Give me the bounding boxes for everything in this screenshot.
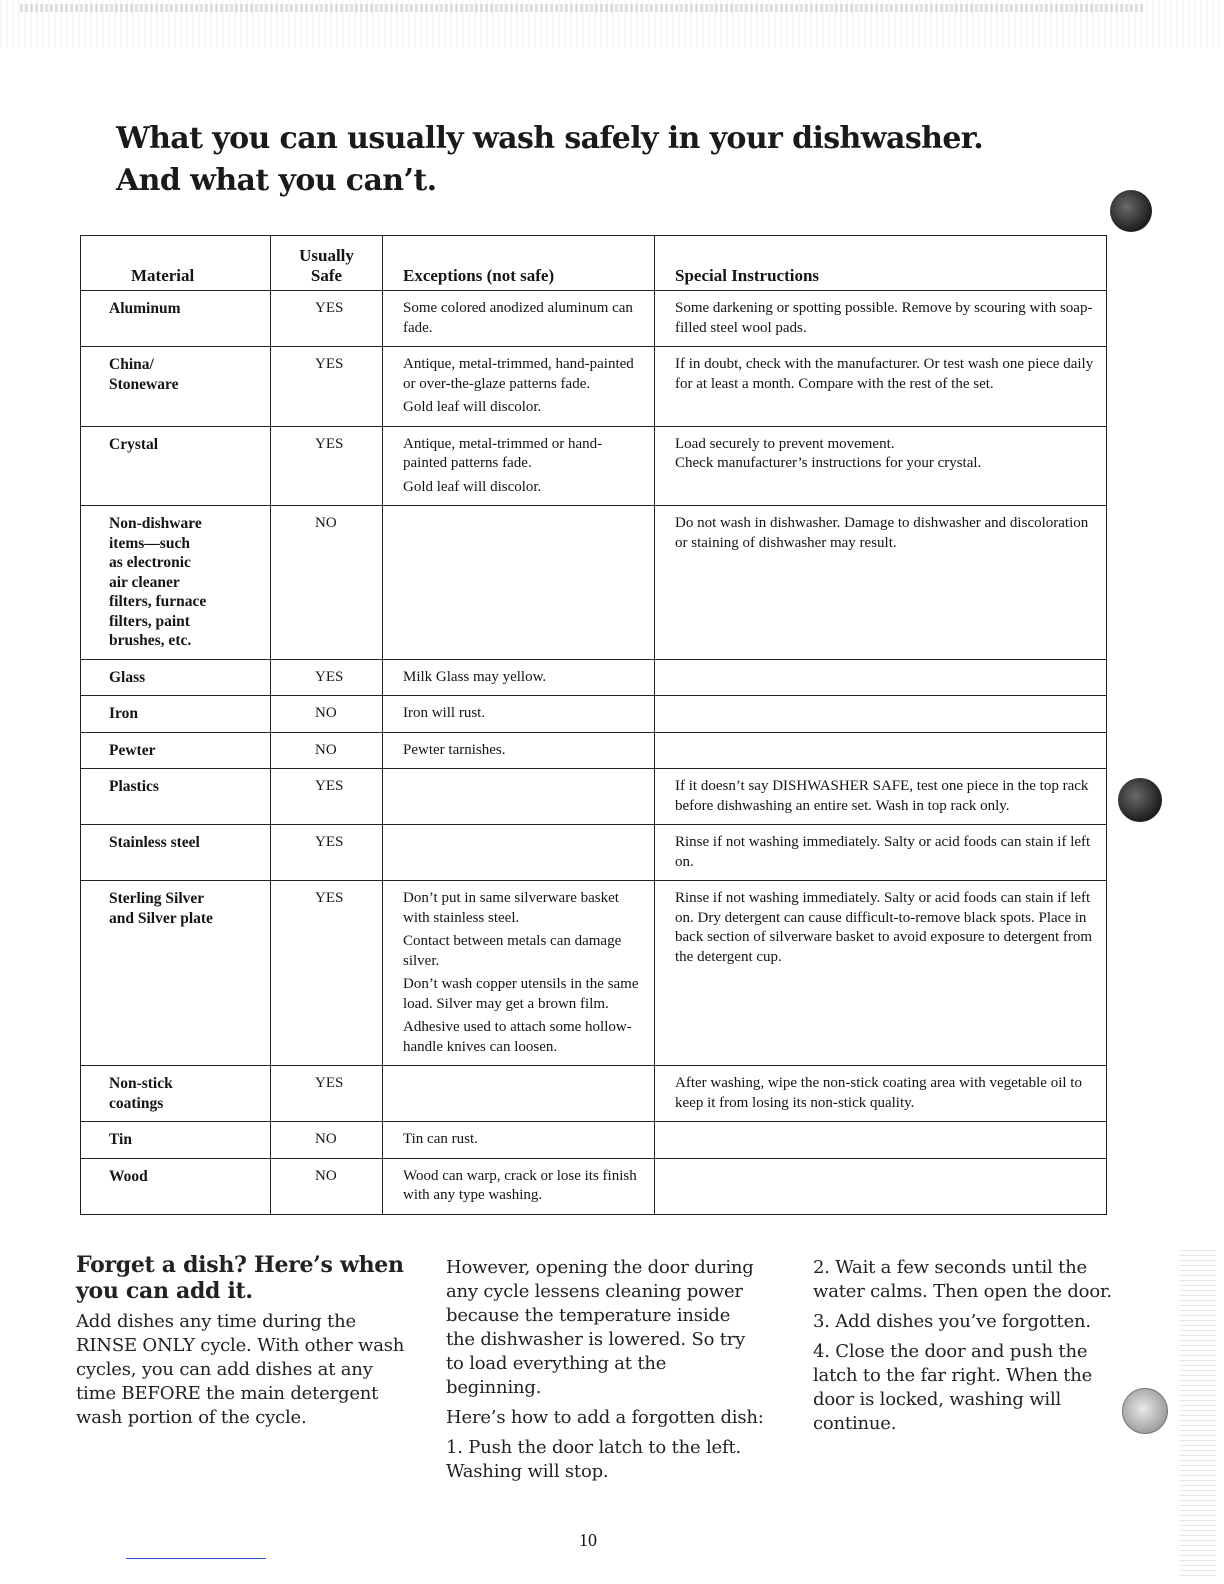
usually-safe-cell: NO bbox=[271, 1122, 383, 1159]
exceptions-cell bbox=[383, 291, 655, 347]
special-instructions-cell bbox=[655, 1066, 1107, 1122]
usually-safe-cell: NO bbox=[271, 506, 383, 660]
special-instructions-cell bbox=[655, 291, 1107, 347]
exceptions-cell bbox=[383, 881, 655, 1066]
exception-text: Iron will rust. bbox=[403, 705, 486, 721]
table-row bbox=[81, 659, 1107, 696]
material-name: Crystal bbox=[109, 435, 159, 453]
material-cell bbox=[81, 506, 271, 660]
binder-hole-bottom bbox=[1122, 1388, 1168, 1434]
material-name: China/ bbox=[109, 356, 154, 373]
exception-text: Don’t put in same silverware basket with stainless steel. bbox=[403, 890, 619, 926]
material-cell bbox=[81, 696, 271, 733]
special-instructions-cell bbox=[655, 825, 1107, 881]
header-special-instructions: Special Instructions bbox=[655, 236, 1107, 291]
table-row bbox=[81, 881, 1107, 1066]
exceptions-cell bbox=[383, 506, 655, 660]
exceptions-cell bbox=[383, 426, 655, 506]
forgot-dish-however: However, opening the door during any cycle lessens cleaning power because the temperature inside the dishwasher is lowered. So try to load everything at the beginning. bbox=[446, 1257, 754, 1398]
material-cell bbox=[81, 426, 271, 506]
page-title bbox=[116, 118, 983, 202]
usually-safe-cell: YES bbox=[271, 347, 383, 427]
exceptions-cell bbox=[383, 732, 655, 769]
usually-safe-cell: NO bbox=[271, 696, 383, 733]
forgot-dish-column-2 bbox=[446, 1256, 764, 1490]
forgot-dish-column-3 bbox=[813, 1256, 1113, 1442]
material-name: Wood bbox=[109, 1167, 148, 1185]
forgot-dish-step: 4. Close the door and push the latch to the far right. When the door is locked, washing will continue. bbox=[813, 1341, 1093, 1434]
dishwasher-materials-table bbox=[80, 235, 1107, 1215]
table-row bbox=[81, 696, 1107, 733]
material-name: Tin bbox=[109, 1131, 132, 1148]
material-name: Sterling Silver bbox=[109, 890, 205, 907]
exception-text: Antique, metal-trimmed, hand-painted or over-the-glaze patterns fade. bbox=[403, 356, 634, 392]
material-name: coatings bbox=[109, 1094, 164, 1112]
material-name: Stoneware bbox=[109, 375, 179, 393]
exception-text: Gold leaf will discolor. bbox=[403, 399, 542, 415]
footer-rule bbox=[126, 1558, 266, 1559]
exceptions-cell bbox=[383, 347, 655, 427]
binder-hole-top bbox=[1110, 190, 1152, 232]
exception-text: Some colored anodized aluminum can fade. bbox=[403, 300, 633, 336]
usually-safe-cell: YES bbox=[271, 426, 383, 506]
header-usually-safe bbox=[271, 236, 383, 291]
page-title-line-1: What you can usually wash safely in your dishwasher. bbox=[116, 121, 984, 156]
material-cell bbox=[81, 881, 271, 1066]
material-name: brushes, etc. bbox=[109, 632, 192, 649]
instruction-text: Some darkening or spotting possible. Remove by scouring with soap-filled steel wool pads. bbox=[675, 300, 1093, 336]
special-instructions-cell bbox=[655, 426, 1107, 506]
material-name: as electronic bbox=[109, 554, 191, 571]
exceptions-cell bbox=[383, 696, 655, 733]
table-row bbox=[81, 825, 1107, 881]
material-cell bbox=[81, 291, 271, 347]
exception-text: Gold leaf will discolor. bbox=[403, 478, 542, 495]
material-name: Aluminum bbox=[109, 300, 181, 317]
usually-safe-cell: YES bbox=[271, 881, 383, 1066]
material-name: air cleaner bbox=[109, 573, 180, 591]
forgot-dish-howto: Here’s how to add a forgotten dish: bbox=[446, 1407, 764, 1428]
material-cell bbox=[81, 825, 271, 881]
exceptions-cell bbox=[383, 1122, 655, 1159]
table-row bbox=[81, 1122, 1107, 1159]
header-usually-safe-line-2: Safe bbox=[310, 266, 343, 285]
special-instructions-cell bbox=[655, 769, 1107, 825]
scan-noise-top bbox=[0, 0, 1224, 48]
exception-text: Tin can rust. bbox=[403, 1131, 478, 1147]
header-usually-safe-line-1: Usually bbox=[299, 246, 354, 265]
instruction-text: Load securely to prevent movement. bbox=[675, 435, 895, 452]
special-instructions-cell bbox=[655, 696, 1107, 733]
special-instructions-cell bbox=[655, 506, 1107, 660]
material-name: Iron bbox=[109, 705, 139, 722]
material-name: Non-stick bbox=[109, 1075, 173, 1092]
table-row bbox=[81, 732, 1107, 769]
instruction-text: Rinse if not washing immediately. Salty or acid foods can stain if left on. Dry detergent can cause difficult-to-remove black spots. Place in back section of silverware basket to avoid exposure to detergent from the detergent cup. bbox=[675, 890, 1093, 965]
material-name: filters, paint bbox=[109, 612, 190, 630]
table-row bbox=[81, 1066, 1107, 1122]
usually-safe-cell: YES bbox=[271, 825, 383, 881]
material-name: items—such bbox=[109, 534, 190, 552]
usually-safe-cell: YES bbox=[271, 659, 383, 696]
table-header-row bbox=[81, 236, 1107, 291]
material-cell bbox=[81, 659, 271, 696]
forgot-dish-column-1 bbox=[76, 1252, 406, 1436]
exceptions-cell bbox=[383, 659, 655, 696]
exceptions-cell bbox=[383, 769, 655, 825]
instruction-text: If in doubt, check with the manufacturer. Or test wash one piece daily for at least a month. Compare with the rest of the set. bbox=[675, 356, 1094, 392]
material-name: Non-dishware bbox=[109, 515, 202, 532]
usually-safe-cell: NO bbox=[271, 1158, 383, 1214]
table-row bbox=[81, 347, 1107, 427]
exception-text: Pewter tarnishes. bbox=[403, 741, 506, 758]
table-row bbox=[81, 291, 1107, 347]
material-cell bbox=[81, 732, 271, 769]
header-material: Material bbox=[81, 236, 271, 291]
table-row bbox=[81, 1158, 1107, 1214]
forgot-dish-heading: Forget a dish? Here’s when you can add it. bbox=[76, 1252, 404, 1304]
material-cell bbox=[81, 769, 271, 825]
usually-safe-cell: YES bbox=[271, 291, 383, 347]
material-name: filters, furnace bbox=[109, 593, 207, 610]
special-instructions-cell bbox=[655, 659, 1107, 696]
exception-text: Milk Glass may yellow. bbox=[403, 668, 547, 685]
forgot-dish-step: 3. Add dishes you’ve forgotten. bbox=[813, 1311, 1091, 1332]
scan-noise-edge bbox=[1180, 1250, 1216, 1580]
instruction-text: Check manufacturer’s instructions for your crystal. bbox=[675, 455, 982, 471]
material-name: Plastics bbox=[109, 778, 159, 795]
table-row bbox=[81, 426, 1107, 506]
material-name: Glass bbox=[109, 668, 146, 686]
binder-hole-middle bbox=[1118, 778, 1162, 822]
forgot-dish-intro: Add dishes any time during the RINSE ONLY cycle. With other wash cycles, you can add dishes at any time BEFORE the main detergent wash portion of the cycle. bbox=[76, 1311, 405, 1428]
exception-text: Contact between metals can damage silver. bbox=[403, 933, 622, 969]
exceptions-cell bbox=[383, 825, 655, 881]
usually-safe-cell: YES bbox=[271, 1066, 383, 1122]
special-instructions-cell bbox=[655, 1122, 1107, 1159]
special-instructions-cell bbox=[655, 732, 1107, 769]
material-name: Stainless steel bbox=[109, 834, 200, 851]
table-row bbox=[81, 769, 1107, 825]
instruction-text: If it doesn’t say DISHWASHER SAFE, test one piece in the top rack before dishwashing an entire set. Wash in top rack only. bbox=[675, 778, 1089, 814]
instruction-text: After washing, wipe the non-stick coating area with vegetable oil to keep it from losing its non-stick quality. bbox=[675, 1075, 1082, 1111]
usually-safe-cell: YES bbox=[271, 769, 383, 825]
header-exceptions: Exceptions (not safe) bbox=[383, 236, 655, 291]
special-instructions-cell bbox=[655, 1158, 1107, 1214]
exception-text: Antique, metal-trimmed or hand-painted patterns fade. bbox=[403, 435, 603, 471]
forgot-dish-step: 2. Wait a few seconds until the water calms. Then open the door. bbox=[813, 1257, 1112, 1302]
table-row bbox=[81, 506, 1107, 660]
page-title-line-2: And what you can’t. bbox=[116, 163, 437, 198]
material-name: Pewter bbox=[109, 741, 156, 759]
material-cell bbox=[81, 1122, 271, 1159]
page-number: 10 bbox=[579, 1530, 597, 1550]
forgot-dish-step: 1. Push the door latch to the left. Washing will stop. bbox=[446, 1437, 742, 1482]
exceptions-cell bbox=[383, 1066, 655, 1122]
exception-text: Adhesive used to attach some hollow-handle knives can loosen. bbox=[403, 1019, 632, 1055]
material-cell bbox=[81, 1158, 271, 1214]
instruction-text: Do not wash in dishwasher. Damage to dishwasher and discoloration or staining of dishwasher may result. bbox=[675, 515, 1089, 551]
material-name: and Silver plate bbox=[109, 909, 213, 927]
special-instructions-cell bbox=[655, 347, 1107, 427]
exceptions-cell bbox=[383, 1158, 655, 1214]
material-cell bbox=[81, 1066, 271, 1122]
instruction-text: Rinse if not washing immediately. Salty or acid foods can stain if left on. bbox=[675, 834, 1091, 870]
material-cell bbox=[81, 347, 271, 427]
special-instructions-cell bbox=[655, 881, 1107, 1066]
usually-safe-cell: NO bbox=[271, 732, 383, 769]
exception-text: Wood can warp, crack or lose its finish with any type washing. bbox=[403, 1167, 637, 1203]
exception-text: Don’t wash copper utensils in the same load. Silver may get a brown film. bbox=[403, 976, 639, 1012]
